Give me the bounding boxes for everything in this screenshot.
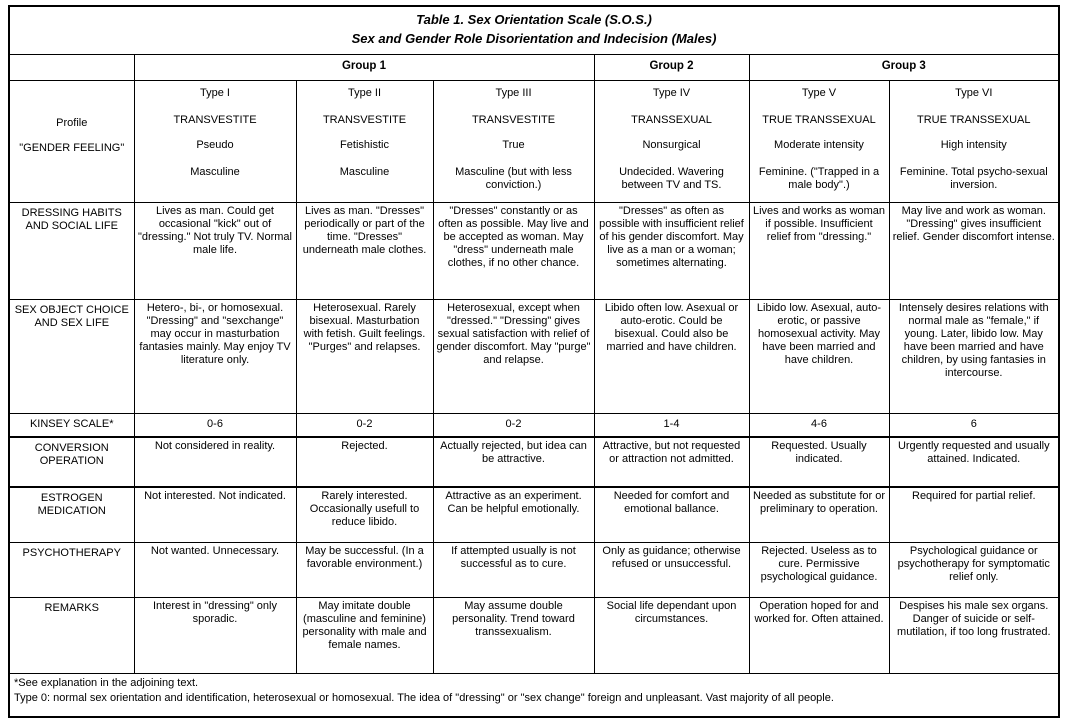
type-label: Type IV [652, 86, 691, 99]
type-subtype: Pseudo [196, 138, 234, 151]
table-cell: Needed for comfort and emotional ballance. [594, 487, 749, 542]
table-cell: Not wanted. Unnecessary. [134, 542, 296, 597]
table-cell: Libido often low. Asexual or auto-erotic. Could be bisexual. Could also be married and have children. [594, 299, 749, 413]
table-cell: Rarely interested. Occasionally usefull to reduce libido. [296, 487, 433, 542]
type-subtype: Moderate intensity [774, 138, 864, 151]
table-cell: Psychological guidance or psychotherapy for symptomatic relief only. [889, 542, 1059, 597]
type-subtype: High intensity [940, 138, 1007, 151]
corner-cell [9, 54, 134, 80]
table-cell: 1-4 [594, 413, 749, 437]
table-subtitle: Sex and Gender Role Disorientation and Indecision (Males) [351, 30, 717, 46]
table-cell: Rejected. Useless as to cure. Permissive psychological guidance. [749, 542, 889, 597]
title-cell [9, 6, 1059, 54]
table-row [9, 542, 1059, 597]
table-cell: Rejected. [296, 437, 433, 487]
table-cell: Social life dependant upon circumstances. [594, 597, 749, 673]
table-cell: May be successful. (In a favorable environment.) [296, 542, 433, 597]
footnote-cell [9, 673, 1059, 717]
table-cell: Hetero-, bi-, or homosexual. "Dressing" and "sexchange" may occur in masturbation fantasies mainly. May enjoy TV literature only. [134, 299, 296, 413]
row-label: PSYCHOTHERAPY [9, 542, 134, 597]
table-cell: May live and work as woman. "Dressing" gives insufficient relief. Gender discomfort intense. [889, 202, 1059, 299]
table-row [9, 413, 1059, 437]
type-subtype: True [502, 138, 525, 151]
type-label: Type II [347, 86, 382, 99]
type-name: TRANSVESTITE [471, 113, 556, 126]
type-feeling: Masculine [190, 165, 240, 178]
type-name: TRANSVESTITE [173, 113, 257, 126]
type-feeling: Feminine. ("Trapped in a male body".) [758, 165, 880, 191]
row-label: REMARKS [9, 597, 134, 673]
table-row [9, 487, 1059, 542]
table-cell: Not considered in reality. [134, 437, 296, 487]
row-label: SEX OBJECT CHOICE AND SEX LIFE [9, 299, 134, 413]
title-row [9, 6, 1059, 54]
type-label: Type I [200, 86, 230, 99]
profile-label: Profile [56, 116, 88, 129]
table-cell: Lives and works as woman if possible. Insufficient relief from "dressing." [749, 202, 889, 299]
table-cell: Urgently requested and usually attained. Indicated. [889, 437, 1059, 487]
type-subtype: Nonsurgical [642, 138, 701, 151]
footnote-asterisk: *See explanation in the adjoining text. [14, 676, 199, 689]
table-title: Table 1. Sex Orientation Scale (S.O.S.) [416, 12, 652, 27]
table-cell: Attractive, but not requested or attraction not admitted. [594, 437, 749, 487]
table-cell: May assume double personality. Trend toward transsexualism. [433, 597, 594, 673]
table-cell: Intensely desires relations with normal male as "female," if young. Later, libido low. May have been married and have children, by using fantasies in intercourse. [889, 299, 1059, 413]
table-cell: Interest in "dressing" only sporadic. [134, 597, 296, 673]
type-header-cell [749, 80, 889, 202]
table-cell: Needed as substitute for or preliminary to operation. [749, 487, 889, 542]
type-feeling: Masculine [339, 165, 390, 178]
type-header-cell [296, 80, 433, 202]
group2-header: Group 2 [594, 54, 749, 80]
sos-table [8, 5, 1060, 718]
table-cell: "Dresses" constantly or as often as possible. May live and be accepted as woman. May "dress" underneath male clothes, if no other chance. [433, 202, 594, 299]
table-cell: May imitate double (masculine and feminine) personality with male and female names. [296, 597, 433, 673]
table-cell: Lives as man. "Dresses" periodically or part of the time. "Dresses" underneath male clothes. [296, 202, 433, 299]
table-cell: Despises his male sex organs. Danger of suicide or self-mutilation, if too long frustrated. [889, 597, 1059, 673]
table-cell: Operation hoped for and worked for. Often attained. [749, 597, 889, 673]
type-header-cell [889, 80, 1059, 202]
type-subtype: Fetishistic [340, 138, 389, 151]
type-name: TRANSSEXUAL [631, 113, 712, 126]
type-header-cell [594, 80, 749, 202]
table-cell: Only as guidance; otherwise refused or unsuccessful. [594, 542, 749, 597]
footnote-row [9, 673, 1059, 717]
row-label: DRESSING HABITS AND SOCIAL LIFE [9, 202, 134, 299]
group-header-row [9, 54, 1059, 80]
type-name: TRUE TRANSSEXUAL [917, 113, 1031, 126]
footnote-type0: Type 0: normal sex orientation and identification, heterosexual or homosexual. The idea of "dressing" or "sex change" foreign and unpleasant. Vast majority of all people. [14, 691, 834, 704]
table-row [9, 437, 1059, 487]
table-cell: Libido low. Asexual, auto-erotic, or passive homosexual activity. May have been married and have children. [749, 299, 889, 413]
type-label: Type VI [955, 86, 993, 99]
table-row [9, 597, 1059, 673]
type-name: TRANSVESTITE [322, 113, 407, 126]
row-label: ESTROGEN MEDICATION [9, 487, 134, 542]
table-cell: Lives as man. Could get occasional "kick" out of "dressing." Not truly TV. Normal male life. [134, 202, 296, 299]
profile-row-label [9, 80, 134, 202]
gender-feeling-label: "GENDER FEELING" [19, 141, 125, 154]
table-cell: "Dresses" as often as possible with insufficient relief of his gender discomfort. May live as a man or a woman; sometimes alternating. [594, 202, 749, 299]
table-cell: Heterosexual. Rarely bisexual. Masturbation with fetish. Guilt feelings. "Purges" and relapses. [296, 299, 433, 413]
row-label: KINSEY SCALE* [9, 413, 134, 437]
group3-header: Group 3 [749, 54, 1059, 80]
table-cell: Not interested. Not indicated. [134, 487, 296, 542]
table-cell: Heterosexual, except when "dressed." "Dressing" gives sexual satisfaction with relief of gender discomfort. May "purge" and relapse. [433, 299, 594, 413]
type-header-cell [433, 80, 594, 202]
type-feeling: Undecided. Wavering between TV and TS. [619, 165, 724, 191]
table-cell: 0-2 [296, 413, 433, 437]
type-label: Type V [801, 86, 837, 99]
table-cell: 0-6 [134, 413, 296, 437]
table-row [9, 202, 1059, 299]
table-cell: 6 [889, 413, 1059, 437]
type-feeling: Feminine. Total psycho-sexual inversion. [899, 165, 1048, 191]
type-name: TRUE TRANSSEXUAL [762, 113, 876, 126]
table-cell: If attempted usually is not successful as to cure. [433, 542, 594, 597]
table-cell: Actually rejected, but idea can be attractive. [433, 437, 594, 487]
table-cell: 4-6 [749, 413, 889, 437]
group1-header: Group 1 [134, 54, 594, 80]
table-cell: Requested. Usually indicated. [749, 437, 889, 487]
table-cell: 0-2 [433, 413, 594, 437]
table-cell: Required for partial relief. [889, 487, 1059, 542]
type-feeling: Masculine (but with less conviction.) [455, 165, 572, 191]
table-cell: Attractive as an experiment. Can be helpful emotionally. [433, 487, 594, 542]
profile-header-row [9, 80, 1059, 202]
table-row [9, 299, 1059, 413]
row-label: CONVERSION OPERATION [9, 437, 134, 487]
type-header-cell [134, 80, 296, 202]
type-label: Type III [495, 86, 532, 99]
